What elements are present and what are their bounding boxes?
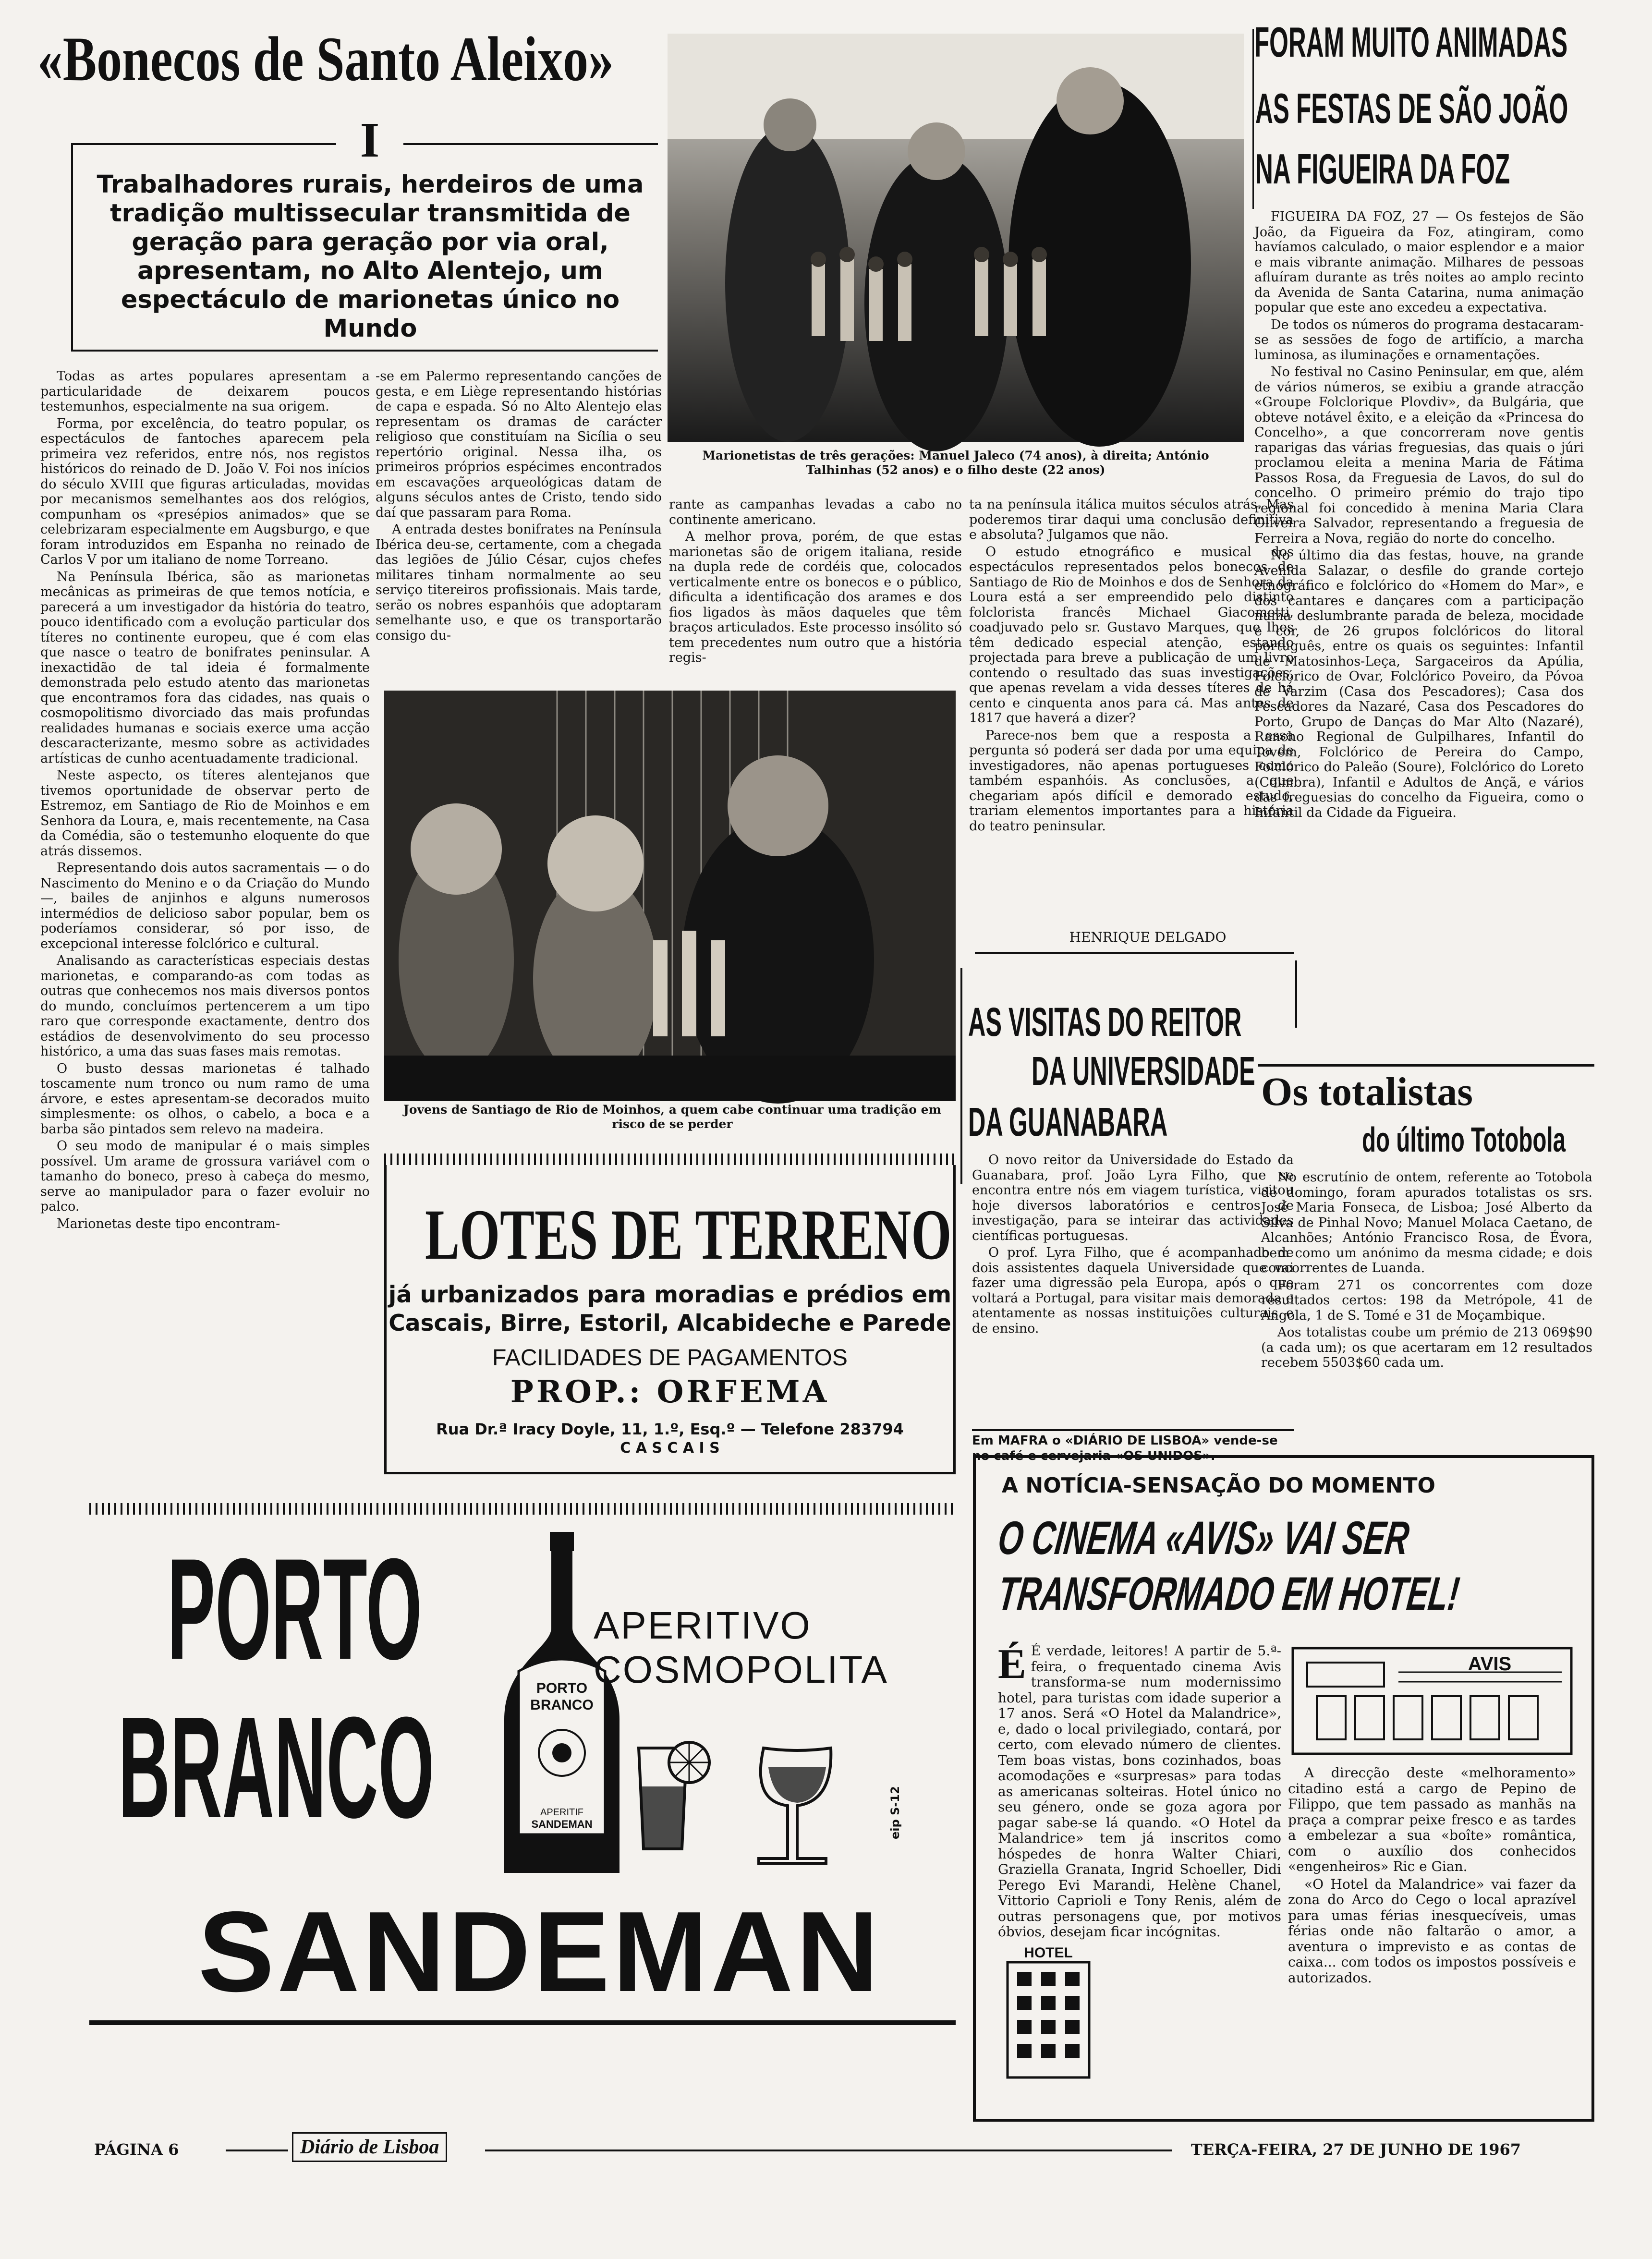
bottle-label-1: PORTO <box>536 1680 588 1696</box>
terreno-line-4: PROP.: ORFEMA <box>510 1374 830 1410</box>
photo-jovens-image <box>384 691 956 1101</box>
branco-word: BRANCO <box>118 1687 435 1848</box>
article4-title-line-2: do último Totobola <box>1362 1121 1566 1159</box>
cosmopolita-word: COSMOPOLITA <box>594 1648 888 1691</box>
footer-date: TERÇA-FEIRA, 27 DE JUNHO DE 1967 <box>1191 2140 1521 2159</box>
terreno-line-3: FACILIDADES DE PAGAMENTOS <box>492 1345 848 1371</box>
article2-title-line-2: AS FESTAS DE SÃO JOÃO <box>1255 85 1568 132</box>
cinema-headline-1: O CINEMA «AVIS» VAI SER <box>995 1511 1412 1564</box>
article1-column-1: Todas as artes populares apresentam a particularidade de deixarem poucos testemunhos, especialmente na sua origem. Forma, por excelência, do teatro popular, os espectáculos de fantoches aparecem pela primeira vez referidos, entre nós, nos registos históricos do reinado de D. João V. Foi nos inícios do século XVIII que figuras articuladas, movidas por mecanismos semelhantes aos dos relógios, compunham os «presépios animados» que se celebrizaram especialmente em Augsburgo, e que foram introduzidos em Espanha no reinado de Carlos V por um italiano de nome Torreano. Na Península Ibérica, são as marionetas mecânicas as primeiras de que temos notícia, e parecerá a um investigador da história do teatro, pouco identificado com a evolução particular dos títeres no continente europeu, que é com elas que nasce o teatro de bonifrates peninsular. A inexactidão de tal ideia é formalmente demonstrada pelo estudo atento das marionetas que encontramos fora das cidades, nas quais o cosmopolitismo divorciado das mais profundas realidades humanas e sociais exerce uma acção descaracterizante, mesmo sobre as actividades artísticas de cunho acentuadamente tradicional. Neste aspecto, os títeres alentejanos que tivemos oportunidade de observar perto de Estremoz, em Santiago de Rio de Moinhos e em Senhora da Loura, e, mais recentemente, na Casa da Comédia, são o testemunho eloquente do que atrás dissemos. Representando dois autos sacramentais — o do Nascimento do Menino e o da Criação do Mundo —, bailes de anjinhos e alguns numerosos intermédios de delicioso sabor popular, bem os poderíamos considerar, só por isso, de excepcional interesse folclórico e cultural. Analisando as características especiais destas marionetas, e comparando-as com todas as outras que conhecemos nos mais diversos pontos do mundo, concluímos pertencerem a um tipo raro que corresponde exactamente, dentro dos estádios de desenvolvimento do seu processo histórico, a uma das suas fases mais remotas. O busto dessas marionetas é talhado toscamente num tronco ou num ramo de uma árvore, e estes apresentam-se decorados muito simplesmente: os olhos, o cabelo, a boca e a barba são pintados sem relevo na madeira. O seu modo de manipular é o mais simples possível. Um arame de grossura variável com o tamanho do boneco, preso à cabeça do mesmo, serve ao manipulador para o fazer evoluir no palco. Marionetas deste tipo encontram- <box>40 369 370 1231</box>
article1-title: «Bonecos de Santo Aleixo» <box>37 24 614 94</box>
photo-marionetistas-image <box>668 34 1244 442</box>
terreno-line-2: Cascais, Birre, Estoril, Alcabideche e Parede <box>389 1310 951 1336</box>
article3-title-line-1: AS VISITAS DO REITOR <box>968 999 1242 1044</box>
photo-marionetistas <box>668 34 1244 442</box>
terreno-line-5: Rua Dr.ª Iracy Doyle, 11, 1.º, Esq.º — Telefone 283794 <box>436 1420 904 1438</box>
article3-title-line-2: DA UNIVERSIDADE <box>1032 1048 1255 1093</box>
cinema-sign-text: AVIS <box>1468 1653 1512 1675</box>
terreno-top-border <box>384 1154 956 1165</box>
photo-marionetistas-caption: Marionetistas de três gerações: Manuel Jaleco (74 anos), à direita; António Talhinhas (52 anos) e o filho deste (22 anos) <box>702 449 1209 477</box>
article2-body: FIGUEIRA DA FOZ, 27 — Os festejos de São João, da Figueira da Foz, atingiram, como havíamos calculado, o maior esplendor e a maior e mais vibrante animação. Milhares de pessoas afluíram durante as três noites ao amplo recinto da Avenida de Santa Catarina, numa animação popular que este ano excedeu a expectativa. De todos os números do programa destacaram-se as sessões de fogo de artifício, a marcha luminosa, as iluminações e ornamentações. No festival no Casino Peninsular, em que, além de vários números, se exibiu a grande atracção «Groupe Folclorique Plovdiv», da Bulgária, que obteve notável êxito, e a eleição da «Princesa do Concelho», a que concorreram nove gentis raparigas das várias freguesias, das quais o júri proclamou eleita a menina Maria de Fátima Passos Rosa, da Freguesia de Lavos, do sul do concelho. O primeiro prémio do trajo tipo regional foi concedido à menina Maria Clara Oliveira Salvador, representando a freguesia de Ferreira a Nova, região do norte do concelho. No último dia das festas, houve, na grande Avenida Salazar, o desfile do grande cortejo etnográfico e folclórico do «Homem do Mar», e dos cantares e dançares com a participação numa deslumbrante parada de beleza, mocidade e cor, de 26 grupos folclóricos do litoral português, entre os quais os seguintes: Infantil de Matosinhos-Leça, Sargaceiros da Apúlia, Folclórico de Ovar, Folclórico Poveiro, da Póvoa de Varzim (Casa dos Pescadores); Casa dos Pescadores da Nazaré, Casa dos Pescadores do Porto, Grupo de Danças do Mar Alto (Nazaré), Rancho Regional de Gulpilhares, Infantil do Tovem, Folclórico de Pereira do Campo, Folclórico do Paleão (Soure), Folclórico do Loreto (Coimbra), Infantil e Adultos de Ançã, e vários das freguesias do concelho da Figueira, como o Infantil da Cidade da Figueira. <box>1254 209 1584 820</box>
notice-rule <box>972 1429 1294 1431</box>
article1-column-4: ta na península itálica muitos séculos atrás. Mas poderemos tirar daqui uma conclusão definitiva e absoluta? Julgamos que não. O estudo etnográfico e musical dos espectáculos representados pelos bonecos de Santiago de Rio de Moinhos e dos de Senhora da Loura está a ser empreendido pelo distinto folclorista francês Michael Giacometti, coadjuvado pelo sr. Gustavo Marques, que lhes têm dedicado especial atenção, estando projectada para breve a publicação de um livro contendo o resultado das suas investigações, que apenas revelam a vida desses títeres de há cento e cinquenta anos para cá. Mas antes de 1817 que haverá a dizer? Parece-nos bem que a resposta a essa pergunta só poderá ser dada por uma equipa de investigadores, não apenas portugueses como também espanhóis. As conclusões, a que chegariam após difícil e demorado estudo, trariam elementos importantes para a história do teatro peninsular. <box>969 497 1294 834</box>
bottle-label-4: SANDEMAN <box>531 1818 593 1830</box>
article2-title-line-1: FORAM MUITO ANIMADAS <box>1254 18 1568 66</box>
photo-jovens-caption: Jovens de Santiago de Rio de Moinhos, a quem cabe continuar uma tradição em risco de se perder <box>403 1103 941 1131</box>
article3-title-line-3: DA GUANABARA <box>968 1099 1168 1144</box>
porto-word: PORTO <box>167 1528 422 1689</box>
article2-left-rule <box>1252 29 1254 209</box>
article2-title-line-3: NA FIGUEIRA DA FOZ <box>1255 145 1510 193</box>
article1-subtitle: Trabalhadores rurais, herdeiros de uma tradição multissecular transmitida de geração para geração por via oral, apresentam, no Alto Alentejo, um espectáculo de marionetas único no Mundo <box>97 170 644 343</box>
hotel-sketch <box>998 1938 1099 2082</box>
terreno-line-6: C A S C A I S <box>620 1440 720 1457</box>
sandeman-underline <box>89 2020 956 2025</box>
cinema-body-part-1: É É verdade, leitores! A partir de 5.ª-feira, o frequentado cinema Avis transforma-se num modernissimo hotel, para turistas com idade superior a 17 anos. Será «O Hotel da Malandrice», e, dado o local privilegiado, contará, por certo, com elevado número de clientes. Tem boas vistas, bons cozinhados, boas acomodações e «surpresas» para todas as americanas solteiras. Hotel único no seu género, onde se goza agora por pagar sabe-se lá quando. «O Hotel da Malandrice» tem já inscritos como hóspedes de honra Walter Chiari, Graziella Granata, Ingrid Schoeller, Didi Perego Evi Marandi, Helène Chanel, Vittorio Caprioli e Tony Renis, além de outras personagens que, por motivos óbvios, desejam ficar incógnitas. <box>998 1641 1281 1940</box>
mafra-notice: Em MAFRA o «DIÁRIO DE LISBOA» vende-se no café e cervejaria «OS UNIDOS». <box>972 1433 1278 1463</box>
article1-column-2: -se em Palermo representando canções de gesta, e em Liège representando histórias de capa e espada. Só no Alto Alentejo elas representam os dramas de carácter religioso que constituíam na Sicília o seu repertório original. Nessa ilha, os primeiros próprios espécimes encontrados em escavações arqueológicas datam de alguns séculos antes de Cristo, tendo sido daí que passaram para Roma. A entrada destes bonifrates na Península Ibérica deu-se, certamente, com a chegada das legiões de Júlio César, cujos chefes militares tinham normalmente ao seu serviço titereiros profissionais. Mais tarde, serão os nobres espanhóis que adoptaram semelhante uso, e que os transportarão consigo du- <box>376 369 662 643</box>
cinema-avis-building-sketch <box>1288 1643 1576 1759</box>
aperitivo-word: APERITIVO <box>594 1604 812 1647</box>
agency-mark: eip S-12 <box>888 1786 902 1839</box>
photo-jovens <box>384 691 956 1101</box>
glasses-illustration <box>629 1729 869 1873</box>
terreno-line-1: já urbanizados para moradias e prédios em <box>388 1281 952 1308</box>
article4-title-line-1: Os totalistas <box>1261 1069 1473 1114</box>
article1-column-3: rante as campanhas levadas a cabo no continente americano. A melhor prova, porém, de que estas marionetas são de origem italiana, reside na dupla rede de cordéis que, colocados verticalmente entre os bonecos e o público, dificulta a identificação dos arames e dos fios ligados às mãos daqueles que têm braços articulados. Este processo insólito só tem precedentes num outro que a história regis- <box>669 497 962 665</box>
cinema-body-part-2: A direcção deste «melhoramento» citadino está a cargo de Pepino de Filippo, que tem passado as manhãs na praça a comprar peixe fresco e as tardes a embelezar a sua «boîte» romântica, com o auxílio dos conhecidos «engenheiros» Ric e Gian. «O Hotel da Malandrice» vai fazer da zona do Arco do Cego o local aprazível para umas férias inesquecíveis, umas férias onde não faltarão o amor, a aventura o imprevisto e as contas de caixa... com todos os impostos possíveis e autorizados. <box>1288 1765 1576 1986</box>
hotel-sign-text: HOTEL <box>1024 1945 1073 1961</box>
article3-body: O novo reitor da Universidade do Estado da Guanabara, prof. João Lyra Filho, que se encontra entre nós em viagem turística, visitou hoje diversos laboratórios e centros de investigação, para se inteirar das actividades científicas portuguesas. O prof. Lyra Filho, que é acompanhado de dois assistentes daquela Universidade que vai fazer uma digressão pela Europa, após o que voltará a Portugal, para visitar mais demorada e atentamente as nossas instituições culturais e de ensino. <box>972 1153 1294 1336</box>
ad-lotes-de-terreno <box>384 1165 956 1474</box>
cinema-headline-2: TRANSFORMADO EM HOTEL! <box>995 1567 1462 1620</box>
article3-left-rule <box>960 968 962 1184</box>
footer-rule-right <box>485 2150 1172 2151</box>
terreno-bottom-border <box>89 1503 956 1515</box>
article1-part-number: I <box>336 111 403 169</box>
article4-body: No escrutínio de ontem, referente ao Totobola de domingo, foram apurados totalistas os srs. José Maria Fonseca, de Lisboa; José Alberto da Silva de Pinhal Novo; Manuel Molaca Caetano, de Alcanhões; António Francisco Rosa, de Évora, bem como um anónimo da mesma cidade; e dois concorrentes de Luanda. Foram 271 os concorrentes com doze resultados certos: 198 da Metrópole, 41 de Angola, 1 de S. Tomé e 31 de Moçambique. Aos totalistas coube um prémio de 213 069$90 (a cada um); os que acertaram em 12 resultados recebem 5503$60 cada um. <box>1261 1170 1592 1370</box>
sandeman-bottle <box>499 1532 624 1878</box>
article3-right-rule <box>1295 960 1297 1028</box>
footer-masthead: Diário de Lisboa <box>292 2132 447 2162</box>
footer-rule-left <box>226 2150 288 2151</box>
article1-byline: HENRIQUE DELGADO <box>1069 929 1227 945</box>
cinema-kicker: A NOTÍCIA-SENSAÇÃO DO MOMENTO <box>1002 1473 1435 1498</box>
sandeman-wordmark: SANDEMAN <box>198 1888 882 2016</box>
terreno-headline: LOTES DE TERRENO <box>425 1195 952 1275</box>
cinema-avis-box <box>973 1455 1594 2122</box>
byline-rule <box>975 952 1294 954</box>
bottle-label-3: APERITIF <box>540 1807 584 1818</box>
bottle-label-2: BRANCO <box>530 1697 594 1713</box>
article4-top-rule <box>1258 1064 1594 1067</box>
footer-page-number: PÁGINA 6 <box>94 2140 179 2159</box>
